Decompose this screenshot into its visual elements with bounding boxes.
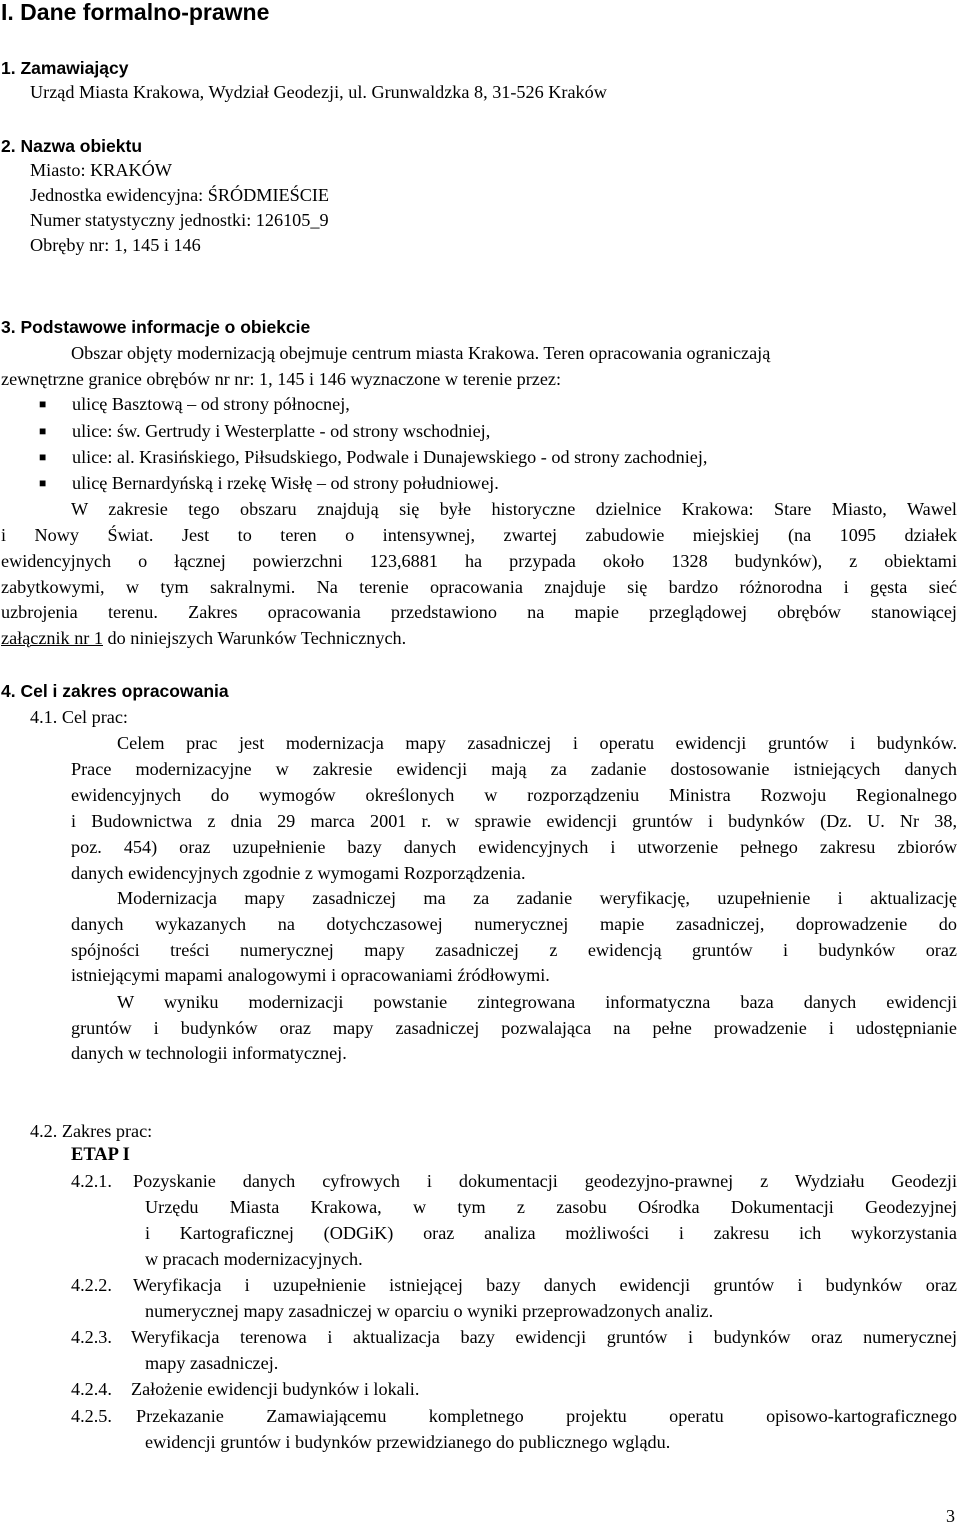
- item-4-2-4-line1: Założenie ewidencji budynków i lokali.: [131, 1379, 420, 1399]
- s4-b1: Modernizacja mapy zasadniczej ma za zadanie weryfikację, uzupełnienie i aktualizację: [117, 888, 957, 908]
- bullet-icon: ■: [39, 397, 47, 411]
- s4-c1: W wyniku modernizacji powstanie zintegrowana informatyczna baza danych ewidencji: [117, 992, 957, 1012]
- item-4-2-4-number: 4.2.4.: [71, 1379, 112, 1399]
- attachment-link[interactable]: załącznik nr 1: [1, 628, 103, 648]
- item-4-2-1-line4: w pracach modernizacyjnych.: [145, 1249, 363, 1269]
- s4-a4: i Budownictwa z dnia 29 marca 2001 r. w sprawie ewidencji gruntów i budynków (Dz. U. Nr 38,: [71, 811, 957, 831]
- s3-q6: [1, 626, 406, 650]
- s4-c3: danych w technologii informatycznej.: [71, 1043, 347, 1063]
- item-4-2-2-line2: numerycznej mapy zasadniczej w oparciu o wyniki przeprowadzonych analiz.: [145, 1301, 714, 1321]
- item-4-2-3-number: 4.2.3.: [71, 1327, 112, 1347]
- s2-title: 2. Nazwa obiektu: [1, 136, 143, 156]
- s4-b4: istniejącymi mapami analogowymi i opracowaniami źródłowymi.: [71, 965, 550, 985]
- bullet-icon: ■: [39, 476, 47, 490]
- s4-b3: spójności treści numerycznej mapy zasadniczej z ewidencją gruntów i budynków oraz: [71, 940, 957, 960]
- item-4-2-1-line1: Pozyskanie danych cyfrowych i dokumentacji geodezyjno-prawnej z Wydziału Geodezji: [133, 1171, 957, 1191]
- bullet-icon: ■: [39, 450, 47, 464]
- s3-q6-rest: do niniejszych Warunków Technicznych.: [103, 628, 407, 648]
- s4-sub2: 4.2. Zakres prac:: [30, 1121, 153, 1141]
- item-4-2-1-line3: i Kartograficznej (ODGiK) oraz analiza możliwości i zakresu ich wykorzystania: [145, 1223, 957, 1243]
- s3-bullet3: ulice: al. Krasińskiego, Piłsudskiego, Podwale i Dunajewskiego - od strony zachodniej,: [72, 447, 708, 467]
- item-4-2-2-number: 4.2.2.: [71, 1275, 112, 1295]
- s2-line3: Numer statystyczny jednostki: 126105_9: [30, 210, 329, 230]
- s3-title: 3. Podstawowe informacje o obiekcie: [1, 317, 311, 337]
- item-4-2-5-number: 4.2.5.: [71, 1406, 112, 1426]
- item-4-2-5-line1: Przekazanie Zamawiającemu kompletnego projektu operatu opisowo-kartograficznego: [136, 1406, 957, 1426]
- s3-bullet4: ulicę Bernardyńską i rzekę Wisłę – od strony południowej.: [72, 473, 499, 493]
- s1-line: Urząd Miasta Krakowa, Wydział Geodezji, ul. Grunwaldzka 8, 31-526 Kraków: [30, 82, 607, 102]
- s4-a1: Celem prac jest modernizacja mapy zasadniczej i operatu ewidencji gruntów i budynków.: [117, 733, 957, 753]
- item-4-2-1-number: 4.2.1.: [71, 1171, 112, 1191]
- s3-bullet1: ulicę Basztową – od strony północnej,: [72, 394, 350, 414]
- s1-title: 1. Zamawiający: [1, 58, 129, 78]
- s4-a5: poz. 454) oraz uzupełnienie bazy danych ewidencyjnych i utworzenie pełnego zakresu zbiorów: [71, 837, 957, 857]
- item-4-2-1-line2: Urzędu Miasta Krakowa, w tym z zasobu Ośrodka Dokumentacji Geodezyjnej: [145, 1197, 957, 1217]
- s4-a3: ewidencyjnych do wymogów określonych w rozporządzeniu Ministra Rozwoju Regionalnego: [71, 785, 957, 805]
- s4-a2: Prace modernizacyjne w zakresie ewidencji mają za zadanie dostosowanie istniejących danych: [71, 759, 957, 779]
- s3-q4: zabytkowymi, w tym sakralnymi. Na terenie opracowania znajduje się bardzo różnorodna i gęsta sieć: [1, 577, 957, 597]
- item-4-2-3-line2: mapy zasadniczej.: [145, 1353, 279, 1373]
- s4-sub1: 4.1. Cel prac:: [30, 707, 128, 727]
- s3-q1: W zakresie tego obszaru znajdują się byłe historyczne dzielnice Krakowa: Stare Miasto, Wawel: [71, 499, 957, 519]
- item-4-2-2-line1: Weryfikacja i uzupełnienie istniejącej bazy danych ewidencji gruntów i budynków oraz: [133, 1275, 957, 1295]
- s2-line2: Jednostka ewidencyjna: ŚRÓDMIEŚCIE: [30, 185, 330, 205]
- s4-a6: danych ewidencyjnych zgodnie z wymogami Rozporządzenia.: [71, 863, 526, 883]
- s3-bullet2: ulice: św. Gertrudy i Westerplatte - od strony wschodniej,: [72, 421, 491, 441]
- s4-b2: danych wykazanych na dotychczasowej numerycznej mapie zasadniczej, doprowadzenie do: [71, 914, 957, 934]
- s4-c2: gruntów i budynków oraz mapy zasadniczej pozwalająca na pełne prowadzenie i udostępnianie: [71, 1018, 957, 1038]
- s4-title: 4. Cel i zakres opracowania: [1, 681, 229, 701]
- s3-q3: ewidencyjnych o łącznej powierzchni 123,6881 ha przypada około 1328 budynków), z obiektami: [1, 551, 957, 571]
- s3-q5: uzbrojenia terenu. Zakres opracowania przedstawiono na mapie przeglądowej obrębów stanowiącej: [1, 602, 957, 622]
- section-heading: I. Dane formalno-prawne: [1, 0, 270, 25]
- item-4-2-5-line2: ewidencji gruntów i budynków przewidzianego do publicznego wglądu.: [145, 1432, 671, 1452]
- s3-p2: zewnętrzne granice obrębów nr nr: 1, 145 i 146 wyznaczone w terenie przez:: [1, 369, 562, 389]
- page-number: 3: [946, 1506, 955, 1526]
- etap-heading: ETAP I: [71, 1145, 130, 1165]
- item-4-2-3-line1: Weryfikacja terenowa i aktualizacja bazy ewidencji gruntów i budynków oraz numerycznej: [131, 1327, 957, 1347]
- s3-q2: i Nowy Świat. Jest to teren o intensywnej, zwartej zabudowie miejskiej (na 1095 działek: [1, 525, 957, 545]
- s3-p1: Obszar objęty modernizacją obejmuje centrum miasta Krakowa. Teren opracowania ograniczają: [71, 343, 771, 363]
- bullet-icon: ■: [39, 424, 47, 438]
- s2-line4: Obręby nr: 1, 145 i 146: [30, 235, 201, 255]
- s2-line1: Miasto: KRAKÓW: [30, 160, 172, 180]
